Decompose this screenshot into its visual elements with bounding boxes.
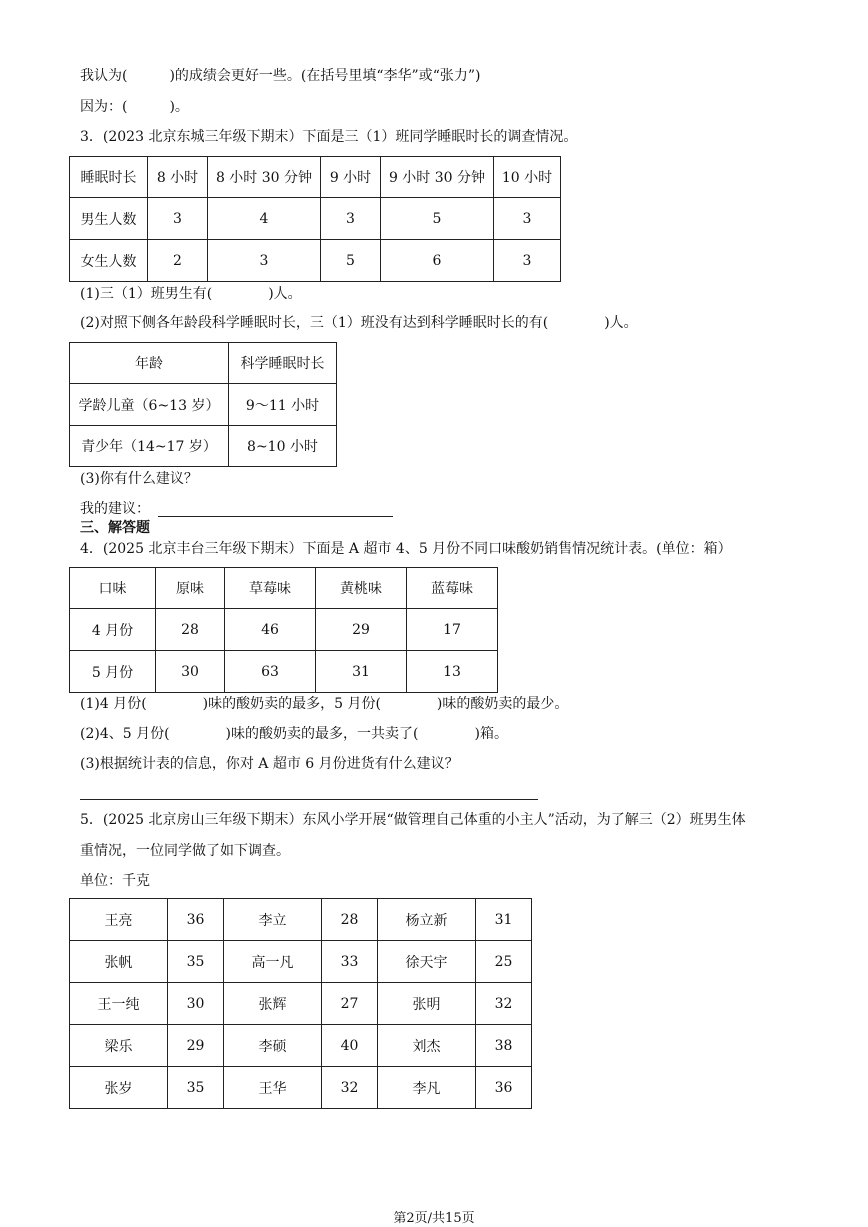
table-row	[70, 568, 498, 609]
table-cell: 年龄	[70, 343, 229, 384]
table-row	[70, 1067, 532, 1109]
table-cell: 徐天宇	[378, 941, 476, 983]
table-cell: 2	[148, 240, 208, 282]
table-cell: 28	[322, 899, 378, 941]
table-cell: 9 小时 30 分钟	[381, 157, 494, 198]
table-row	[70, 609, 498, 651]
question-4-part-2: (2)4、5 月份( )味的酸奶卖的最多，一共卖了( )箱。	[80, 726, 508, 742]
table-cell: 46	[225, 609, 316, 651]
table-cell: 口味	[70, 568, 156, 609]
advice-answer-line	[158, 516, 393, 517]
table-cell: 5	[321, 240, 381, 282]
table-cell: 高一凡	[224, 941, 322, 983]
table-cell: 黄桃味	[316, 568, 407, 609]
table-row	[70, 384, 337, 426]
table-cell: 李立	[224, 899, 322, 941]
sleep-table	[69, 156, 561, 282]
table-cell: 31	[476, 899, 532, 941]
unit-label: 单位：千克	[80, 873, 150, 889]
table-cell: 8 小时	[148, 157, 208, 198]
table-cell: 青少年（14~17 岁）	[70, 426, 229, 467]
table-cell: 8 小时 30 分钟	[208, 157, 321, 198]
table-cell: 男生人数	[70, 198, 148, 240]
table-cell: 35	[168, 941, 224, 983]
table-cell: 王亮	[70, 899, 168, 941]
table-cell: 王一纯	[70, 983, 168, 1025]
table-cell: 王华	[224, 1067, 322, 1109]
question-4-answer-line	[80, 799, 538, 800]
table-row	[70, 899, 532, 941]
table-cell: 科学睡眠时长	[229, 343, 337, 384]
table-cell: 3	[321, 198, 381, 240]
table-cell: 6	[381, 240, 494, 282]
table-row	[70, 651, 498, 693]
table-cell: 刘杰	[378, 1025, 476, 1067]
table-cell: 睡眠时长	[70, 157, 148, 198]
table-cell: 17	[407, 609, 498, 651]
table-cell: 5	[381, 198, 494, 240]
table-cell: 33	[322, 941, 378, 983]
table-cell: 张明	[378, 983, 476, 1025]
table-cell: 杨立新	[378, 899, 476, 941]
section-heading: 三、解答题	[80, 520, 150, 536]
question-3-part-2: (2)对照下侧各年龄段科学睡眠时长，三（1）班没有达到科学睡眠时长的有( )人。	[80, 315, 638, 331]
page-number: 第2页/共15页	[393, 1211, 475, 1226]
table-cell: 张岁	[70, 1067, 168, 1109]
advice-label: 我的建议：	[80, 501, 150, 517]
table-cell: 28	[156, 609, 225, 651]
table-cell: 李凡	[378, 1067, 476, 1109]
table-cell: 3	[208, 240, 321, 282]
table-cell: 40	[322, 1025, 378, 1067]
question-5-title-continued: 重情况，一位同学做了如下调查。	[80, 843, 290, 859]
age-sleep-table	[69, 342, 337, 467]
table-cell: 9～11 小时	[229, 384, 337, 426]
question-5-title: 5．(2025 北京房山三年级下期末）东风小学开展“做管理自己体重的小主人”活动，为了解三（2）班男生体	[80, 812, 746, 828]
yogurt-sales-table	[69, 567, 498, 693]
table-cell: 梁乐	[70, 1025, 168, 1067]
table-cell: 36	[168, 899, 224, 941]
table-row	[70, 343, 337, 384]
table-cell: 30	[156, 651, 225, 693]
table-cell: 3	[494, 198, 561, 240]
table-cell: 8~10 小时	[229, 426, 337, 467]
table-row	[70, 941, 532, 983]
table-cell: 4 月份	[70, 609, 156, 651]
table-cell: 张帆	[70, 941, 168, 983]
table-cell: 35	[168, 1067, 224, 1109]
table-cell: 36	[476, 1067, 532, 1109]
question-4-part-1: (1)4 月份( )味的酸奶卖的最多，5 月份( )味的酸奶卖的最少。	[80, 696, 569, 712]
table-cell: 32	[476, 983, 532, 1025]
table-row	[70, 198, 561, 240]
table-cell: 29	[316, 609, 407, 651]
table-cell: 蓝莓味	[407, 568, 498, 609]
question-3-title: 3．(2023 北京东城三年级下期末）下面是三（1）班同学睡眠时长的调查情况。	[80, 129, 578, 145]
table-cell: 3	[148, 198, 208, 240]
table-cell: 学龄儿童（6~13 岁）	[70, 384, 229, 426]
table-cell: 4	[208, 198, 321, 240]
table-cell: 30	[168, 983, 224, 1025]
table-cell: 29	[168, 1025, 224, 1067]
table-cell: 13	[407, 651, 498, 693]
weight-table	[69, 898, 532, 1109]
question-4-title: 4．(2025 北京丰台三年级下期末）下面是 A 超市 4、5 月份不同口味酸奶销售情况统计表。(单位：箱）	[80, 541, 732, 557]
table-cell: 李硕	[224, 1025, 322, 1067]
table-row	[70, 1025, 532, 1067]
table-cell: 25	[476, 941, 532, 983]
table-cell: 31	[316, 651, 407, 693]
table-cell: 32	[322, 1067, 378, 1109]
table-cell: 5 月份	[70, 651, 156, 693]
question-4-part-3: (3)根据统计表的信息，你对 A 超市 6 月份进货有什么建议？	[80, 756, 459, 772]
question-3-part-1: (1)三（1）班男生有( )人。	[80, 286, 302, 302]
statement-line: 我认为( )的成绩会更好一些。(在括号里填“李华”或“张力”)	[80, 68, 481, 84]
table-row	[70, 983, 532, 1025]
table-cell: 草莓味	[225, 568, 316, 609]
table-cell: 63	[225, 651, 316, 693]
table-row	[70, 426, 337, 467]
table-row	[70, 157, 561, 198]
table-cell: 10 小时	[494, 157, 561, 198]
table-cell: 原味	[156, 568, 225, 609]
table-cell: 38	[476, 1025, 532, 1067]
table-row	[70, 240, 561, 282]
table-cell: 9 小时	[321, 157, 381, 198]
table-cell: 女生人数	[70, 240, 148, 282]
table-cell: 27	[322, 983, 378, 1025]
reason-line: 因为：( )。	[80, 99, 189, 115]
table-cell: 张辉	[224, 983, 322, 1025]
table-cell: 3	[494, 240, 561, 282]
question-3-part-3: (3)你有什么建议？	[80, 471, 198, 487]
